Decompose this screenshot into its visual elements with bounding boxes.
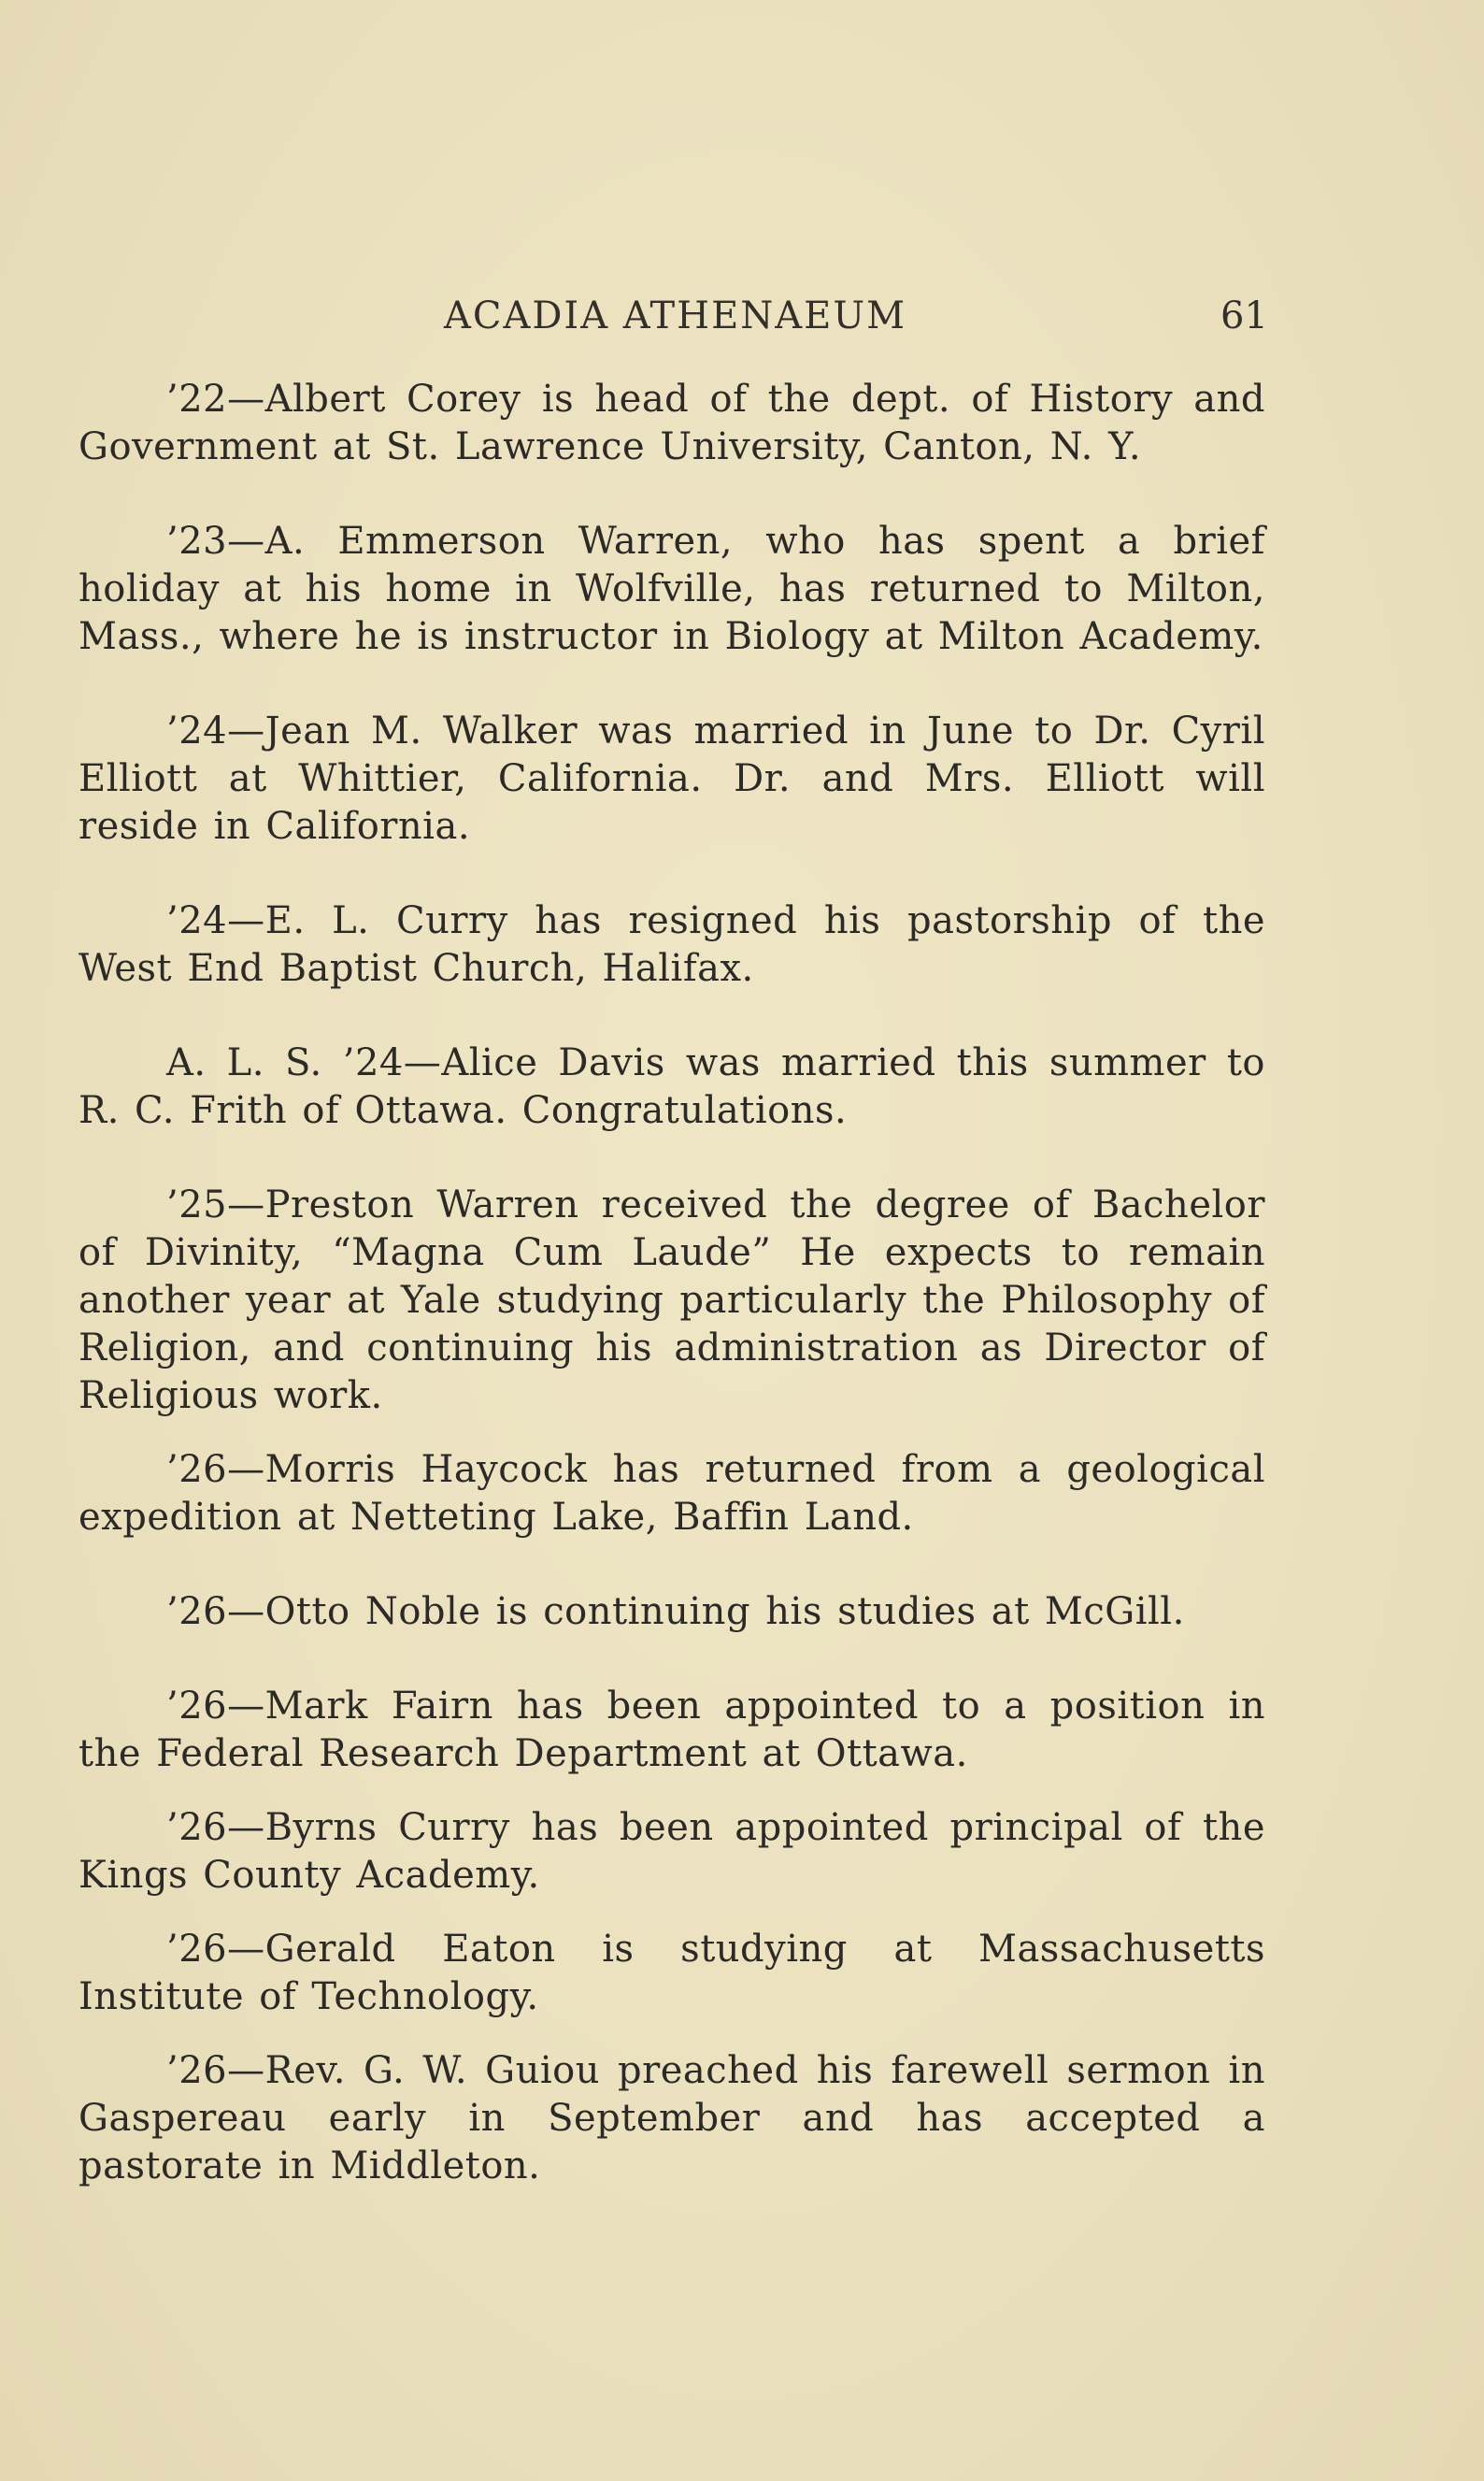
alumni-note: ’22—Albert Corey is head of the dept. of History and Government at St. Lawrence University, Canton, N. Y. [78, 378, 1265, 468]
alumni-note: ’25—Preston Warren received the degree of Bachelor of Divinity, “Magna Cum Laude” He expects to remain another year at Yale studying particularly the Philosophy of Religion, and continuing his administration as Director of Religious work. [78, 1183, 1265, 1417]
page-header [0, 288, 1484, 344]
alumni-note: ’26—Gerald Eaton is studying at Massachusetts Institute of Technology. [78, 1928, 1265, 2018]
alumni-note: ’24—E. L. Curry has resigned his pastorship of the West End Baptist Church, Halifax. [78, 899, 1265, 990]
page-number: 61 [1220, 294, 1268, 337]
alumni-note: ’23—A. Emmerson Warren, who has spent a brief holiday at his home in Wolfville, has returned to Milton, Mass., where he is instructor in Biology at Milton Academy. [78, 520, 1265, 658]
alumni-note: ’24—Jean M. Walker was married in June to Dr. Cyril Elliott at Whittier, California. Dr. and Mrs. Elliott will reside in California. [78, 710, 1265, 848]
alumni-note: ’26—Mark Fairn has been appointed to a position in the Federal Research Department at Ottawa. [78, 1685, 1265, 1775]
alumni-note: A. L. S. ’24—Alice Davis was married this summer to R. C. Frith of Ottawa. Congratulations. [78, 1041, 1265, 1132]
alumni-note: ’26—Byrns Curry has been appointed principal of the Kings County Academy. [78, 1806, 1265, 1897]
alumni-note: ’26—Rev. G. W. Guiou preached his farewell sermon in Gaspereau early in September and has accepted a pastorate in Middleton. [78, 2049, 1265, 2187]
running-title: ACADIA ATHENAEUM [443, 294, 907, 337]
alumni-note: ’26—Morris Haycock has returned from a geological expedition at Netteting Lake, Baffin Land. [78, 1448, 1265, 1539]
alumni-notes [78, 376, 1265, 2190]
alumni-note: ’26—Otto Noble is continuing his studies at McGill. [166, 1590, 1185, 1633]
